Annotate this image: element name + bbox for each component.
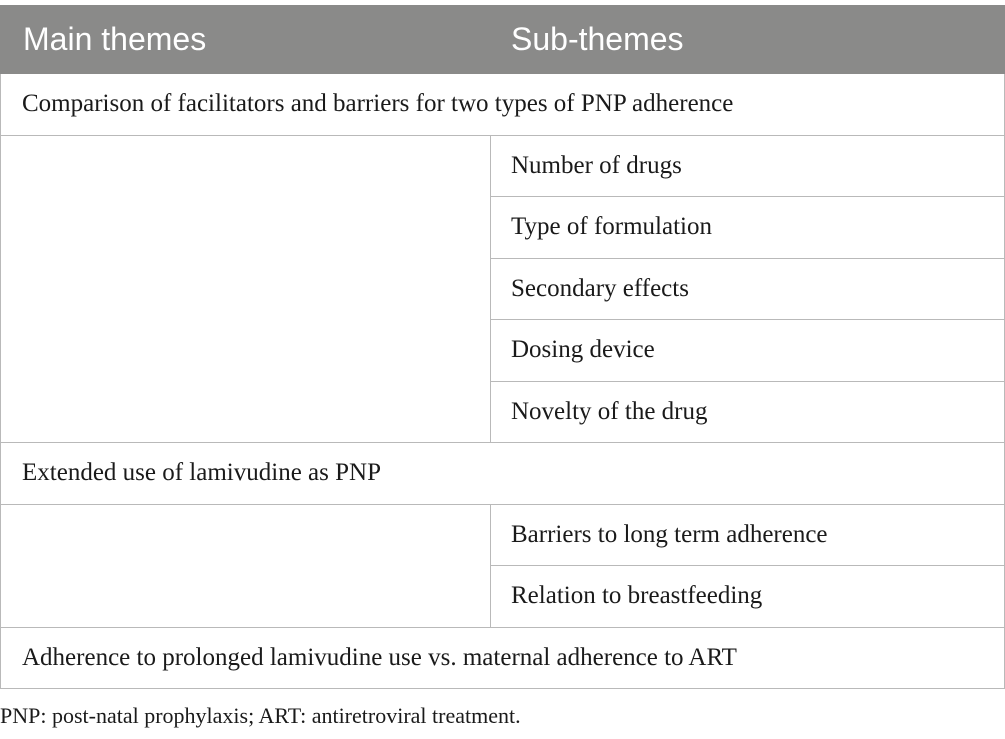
main-theme-cell: Extended use of lamivudine as PNP xyxy=(1,443,1005,505)
header-row xyxy=(1,6,1005,74)
header-sub-themes: Sub-themes xyxy=(491,6,1005,74)
theme-row xyxy=(1,443,1005,505)
themes-table xyxy=(0,5,1005,689)
main-theme-cell: Adherence to prolonged lamivudine use vs. maternal adherence to ART xyxy=(1,627,1005,689)
main-theme-cell: Comparison of facilitators and barriers for two types of PNP adherence xyxy=(1,74,1005,136)
empty-main-cell xyxy=(1,135,491,443)
subtheme-cell: Number of drugs xyxy=(491,135,1005,197)
theme-row xyxy=(1,74,1005,136)
table-footnote: PNP: post-natal prophylaxis; ART: antiretroviral treatment. xyxy=(0,703,521,728)
subtheme-cell: Novelty of the drug xyxy=(491,381,1005,443)
subtheme-cell: Secondary effects xyxy=(491,258,1005,320)
subtheme-cell: Dosing device xyxy=(491,320,1005,382)
theme-row xyxy=(1,627,1005,689)
empty-main-cell xyxy=(1,504,491,627)
subtheme-cell: Barriers to long term adherence xyxy=(491,504,1005,566)
subtheme-cell: Type of formulation xyxy=(491,197,1005,259)
subtheme-row xyxy=(1,135,1005,197)
subtheme-cell: Relation to breastfeeding xyxy=(491,566,1005,628)
subtheme-row xyxy=(1,504,1005,566)
header-main-themes: Main themes xyxy=(1,6,491,74)
